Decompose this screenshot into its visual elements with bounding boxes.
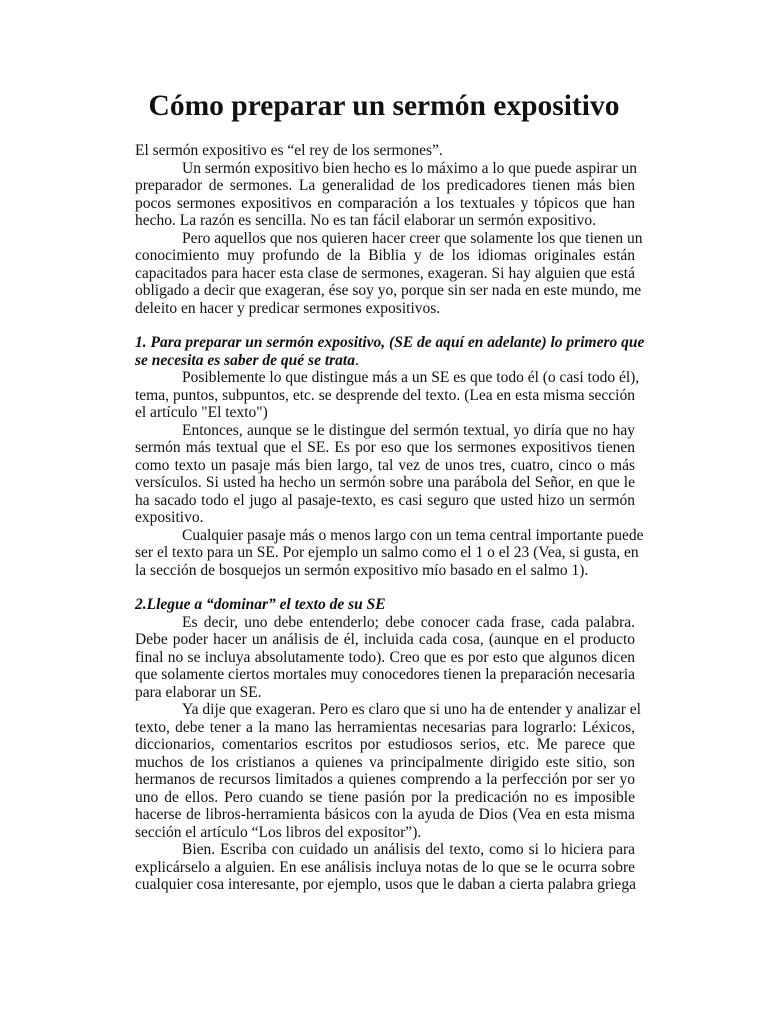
intro-paragraph: El sermón expositivo es “el rey de los sermones”. — [135, 142, 443, 159]
section-heading-2: 2.Llegue a “dominar” el texto de su SE — [135, 596, 386, 613]
paragraph-8: Bien. Escriba con cuidado un análisis del texto, como si lo hiciera para explicárselo a alguien. En ese análisis incluya notas de lo que se le ocurra sobre cualquier cosa interesante, por ejemplo, usos que le daban a cierta palabra griega — [135, 841, 636, 893]
document-title: Cómo preparar un sermón expositivo — [148, 90, 620, 122]
paragraph-5: Cualquier pasaje más o menos largo con un tema central importante puede ser el texto para un SE. Por ejemplo un salmo como el 1 o el 23 (Vea, si gusta, en la sección de bosquejos un sermón expositivo mío basado en el salmo 1). — [135, 526, 644, 579]
paragraph-3: Posiblemente lo que distingue más a un SE es que todo él (o casi todo él), tema, puntos, subpuntos, etc. se desprende del texto. (Lea en esta misma sección el artículo "El texto") — [135, 369, 640, 421]
paragraph-4: Entonces, aunque se le distingue del sermón textual, yo diría que no hay sermón más textual que el SE. Es por eso que los sermones expositivos tienen como texto un pasaje más bien largo, tal vez de unos tres, cuatro, cinco o más versículos. Si usted ha hecho un sermón sobre una parábola del Señor, en que le ha sacado todo el jugo al pasaje-texto, es casi seguro que usted hizo un sermón expositivo. — [135, 421, 635, 526]
paragraph-7: Ya dije que exageran. Pero es claro que si uno ha de entender y analizar el texto, debe tener a la mano las herramientas necesarias para lograrlo: Léxicos, diccionarios, comentarios escritos por estudiosos serios, etc. Me parece que muchos de los cristianos a quienes va principalmente dirigido este sitio, son hermanos de recursos limitados a quienes comprendo a la perfección por ser yo uno de ellos. Pero cuando se tiene pasión por la predicación no es imposible hacerse de libros-herramienta básicos con la ayuda de Dios (Vea en esta misma sección el artículo “Los libros del expositor”). — [135, 701, 641, 841]
section-heading-1: 1. Para preparar un sermón expositivo, (SE de aquí en adelante) lo primero que se necesita es saber de qué se trata. — [135, 334, 645, 369]
paragraph-2: Pero aquellos que nos quieren hacer creer que solamente los que tienen un conocimiento muy profundo de la Biblia y de los idiomas originales están capacitados para hacer esta clase de sermones, exageran. Si hay alguien que está obligado a decir que exageran, ése soy yo, porque sin ser nada en este mundo, me deleito en hacer y predicar sermones expositivos. — [135, 229, 643, 317]
paragraph-6: Es decir, uno debe entenderlo; debe conocer cada frase, cada palabra. Debe poder hacer un análisis de él, incluida cada cosa, (aunque en el producto final no se incluya absolutamente todo). Creo que es por esto que algunos dicen que solamente ciertos mortales muy conocedores tienen la preparación necesaria para elaborar un SE. — [135, 613, 635, 701]
paragraph-1: Un sermón expositivo bien hecho es lo máximo a lo que puede aspirar un preparador de sermones. La generalidad de los predicadores tienen más bien pocos sermones expositivos en comparación a los textuales y tópicos que han hecho. La razón es sencilla. No es tan fácil elaborar un sermón expositivo. — [135, 159, 637, 229]
document-body — [135, 142, 645, 894]
